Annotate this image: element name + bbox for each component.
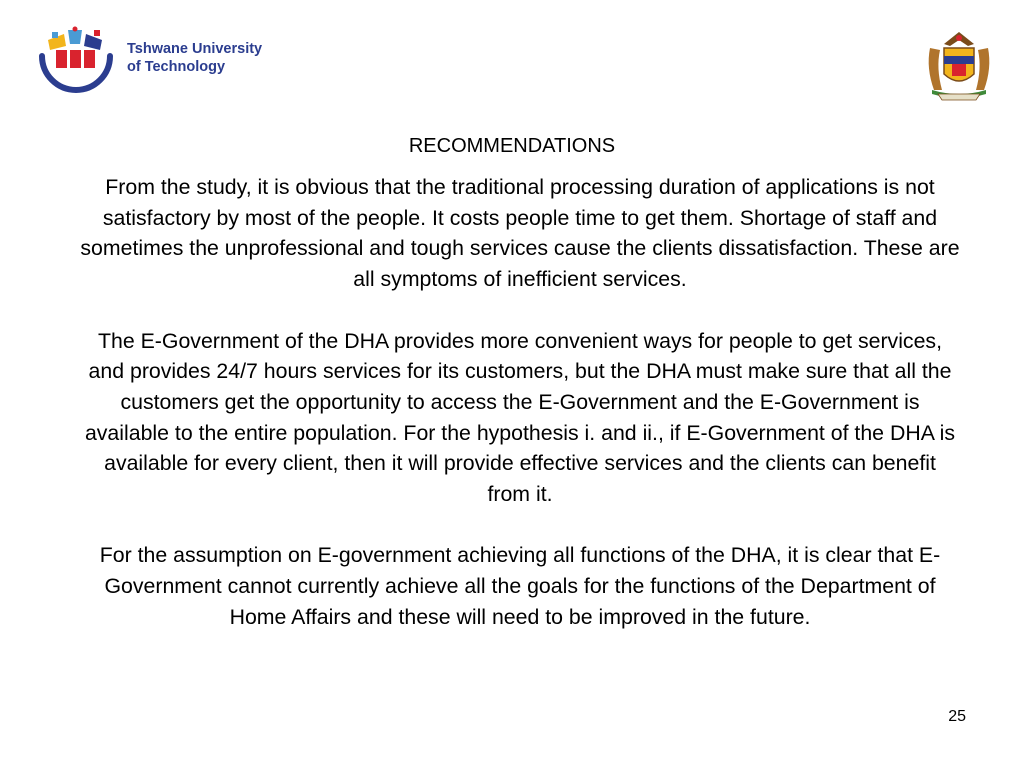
slide-heading: RECOMMENDATIONS — [408, 135, 616, 157]
paragraph-study-findings: From the study, it is obvious that the traditional processing duration of applications is not satisfactory by most of the people. It costs people time to get them. Shortage of staff and sometimes the unprofessional and tough services cause the clients dissatisfaction. These are all symptoms of inefficient services. — [80, 175, 960, 292]
slide-body — [80, 172, 960, 633]
coat-of-arms-icon — [924, 28, 994, 102]
university-name — [127, 40, 262, 76]
university-name-line1: Tshwane University — [127, 41, 263, 57]
university-logo — [34, 26, 304, 96]
tut-logo-icon — [34, 26, 118, 96]
paragraph-e-government-dha: The E-Government of the DHA provides more convenient ways for people to get services, and provides 24/7 hours services for its customers, but the DHA must make sure that all the customers get the opportunity to access the E-Government and the E-Government is available to the entire population. For the hypothesis i. and ii., if E-Government of the DHA is available for every client, then it will provide effective services and the clients can benefit from it. — [84, 328, 956, 507]
paragraph-assumption: For the assumption on E-government achieving all functions of the DHA, it is clear that E-Government cannot currently achieve all the goals for the functions of the Department of Home Affairs and these will need to be improved in the future. — [99, 543, 941, 629]
slide-header — [0, 0, 1024, 120]
page-number: 25 — [948, 708, 966, 725]
university-name-line2: of Technology — [127, 59, 226, 75]
